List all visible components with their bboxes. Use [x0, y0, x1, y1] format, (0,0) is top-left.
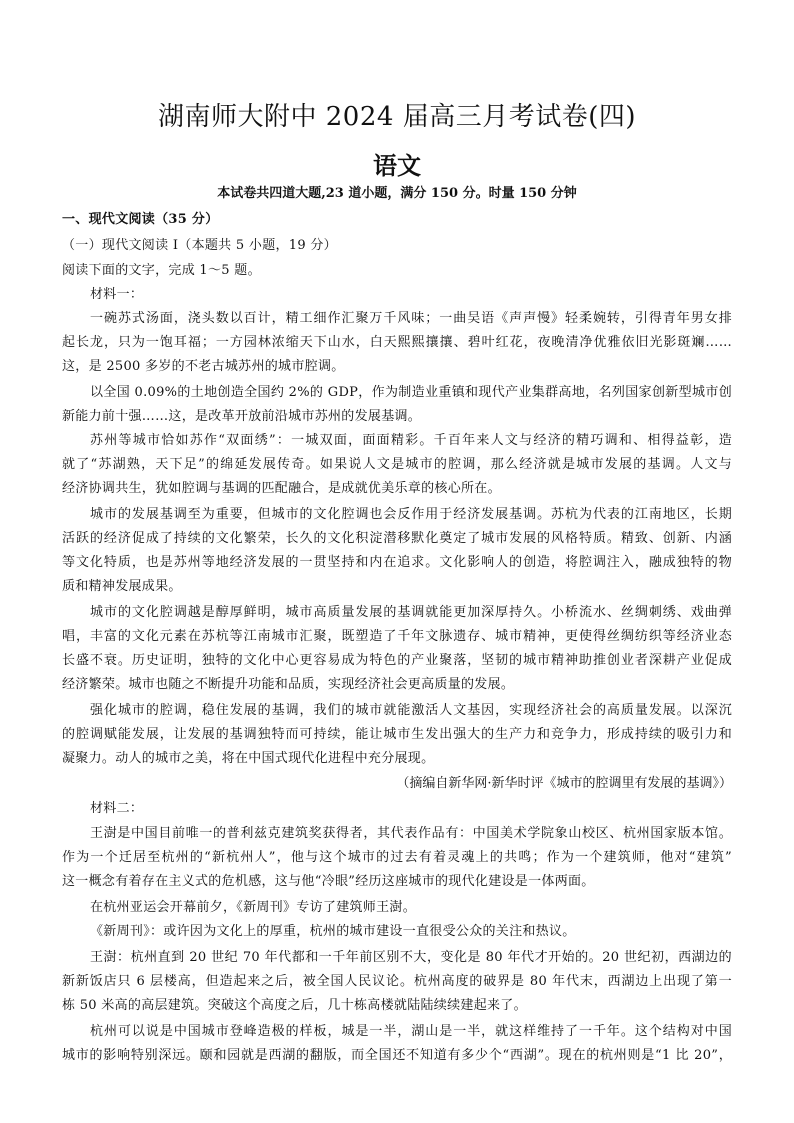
text-line: 经济繁荣。城市也随之不断提升功能和品质，实现经济社会更高质量的发展。: [62, 677, 515, 692]
text-line: 活跃的经济促成了持续的文化繁荣，长久的文化积淀潜移默化奠定了城市发展的风格特质。精致、创新、内涵: [62, 531, 732, 546]
text-line: 强化城市的腔调，稳住发展的基调，我们的城市就能激活人文基因，实现经济社会的高质量发展。以深沉: [90, 703, 732, 718]
text-line: 的腔调赋能发展，让发展的基调独特而可持续，能让城市生发出强大的生产力和竞争力，形成持续的吸引力和: [62, 727, 732, 742]
material2-label: 材料二：: [90, 801, 144, 816]
subject-title: 语文: [373, 151, 421, 180]
text-line: 栋 50 米高的高层建筑。突破这个高度之后，几十栋高楼就陆陆续续建起来了。: [62, 998, 527, 1013]
text-line: 新新饭店只 6 层楼高，但造起来之后，被全国人民议论。杭州高度的破界是 80 年代末，西湖边上出现了第一: [62, 974, 732, 989]
exam-info: 本试卷共四道大题,23 道小题，满分 150 分。时量 150 分钟: [217, 186, 577, 201]
exam-title: 湖南师大附中 2024 届高三月考试卷(四): [158, 102, 636, 132]
source-citation: （摘编自新华网·新华时评《城市的腔调里有发展的基调》）: [396, 776, 732, 791]
text-line: 凝聚力。动人的城市之美，将在中国式现代化进程中充分展现。: [62, 751, 435, 766]
text-line: 在杭州亚运会开幕前夕，《新周刊》专访了建筑师王澍。: [90, 900, 417, 915]
text-line: 城市的发展基调至为重要，但城市的文化腔调也会反作用于经济发展基调。苏杭为代表的江南地区，长期: [90, 507, 732, 522]
text-line: 一碗苏式汤面，浇头数以百计，精工细作汇聚万千风味；一曲吴语《声声慢》轻柔婉转，引得青年男女排: [90, 311, 732, 326]
text-line: 这一概念有着存在主义式的危机感，这与他“冷眼”经历这座城市的现代化建设是一体两面。: [62, 874, 595, 889]
text-line: 质和精神发展成果。: [62, 579, 182, 594]
text-line: 王澍：杭州直到 20 世纪 70 年代都和一千年前区别不大，变化是 80 年代才开始的。20 世纪初，西湖边的: [90, 950, 732, 965]
reading-instruction: 阅读下面的文字，完成 1～5 题。: [62, 263, 261, 278]
text-line: 长盛不衰。历史证明，独特的文化中心更容易成为特色的产业聚落，坚韧的城市精神助推创业者深耕产业促成: [62, 653, 732, 668]
text-line: 起长龙，只为一饱耳福；一方园林浓缩天下山水，白天熙熙攘攘、碧叶红花，夜晚清净优雅依旧光影斑斓……: [62, 335, 732, 350]
text-line: 《新周刊》：或许因为文化上的厚重，杭州的城市建设一直很受公众的关注和热议。: [90, 924, 576, 939]
text-line: 就了“苏湖熟，天下足”的绵延发展传奇。如果说人文是城市的腔调，那么经济就是城市发展的基调。人文与: [62, 457, 732, 472]
text-line: 作为一个迁居至杭州的“新杭州人”，他与这个城市的过去有着灵魂上的共鸣；作为一个建筑师，他对“建筑”: [62, 850, 732, 865]
material1-label: 材料一：: [90, 287, 144, 302]
text-line: 新能力前十强……这，是改革开放前沿城市苏州的发展基调。: [62, 409, 422, 424]
text-line: 这，是 2500 多岁的不老古城苏州的城市腔调。: [62, 359, 345, 374]
text-line: 经济协调共生，犹如腔调与基调的匹配融合，是成就优美乐章的核心所在。: [62, 481, 501, 496]
text-line: 王澍是中国目前唯一的普利兹克建筑奖获得者，其代表作品有：中国美术学院象山校区、杭州国家版本馆。: [90, 826, 732, 841]
subsection-heading: （一）现代文阅读 I（本题共 5 小题，19 分）: [62, 238, 337, 253]
text-line: 等文化特质，也是苏州等地经济发展的一贯坚持和内在追求。文化影响人的创造，将腔调注入，融成独特的物: [62, 555, 732, 570]
text-line: 城市的文化腔调越是醇厚鲜明，城市高质量发展的基调就能更加深厚持久。小桥流水、丝绸刺绣、戏曲弹: [90, 605, 732, 620]
text-line: 唱，丰富的文化元素在苏杭等江南城市汇聚，既塑造了千年文脉遗存、城市精神，更使得丝绸纺织等经济业态: [62, 629, 732, 644]
text-line: 苏州等城市恰如苏作“双面绣”：一城双面，面面精彩。千百年来人文与经济的精巧调和、相得益彰，造: [90, 433, 732, 448]
section-heading: 一、现代文阅读（35 分）: [62, 212, 219, 227]
text-line: 城市的影响特别深远。颐和园就是西湖的翻版，而全国还不知道有多少个“西湖”。现在的杭州则是“1 比 20”，: [62, 1048, 732, 1063]
text-line: 以全国 0.09%的土地创造全国约 2%的 GDP，作为制造业重镇和现代产业集群高地，名列国家创新型城市创: [90, 385, 732, 400]
text-line: 杭州可以说是中国城市登峰造极的样板，城是一半，湖山是一半，就这样维持了一千年。这个结构对中国: [90, 1024, 732, 1039]
